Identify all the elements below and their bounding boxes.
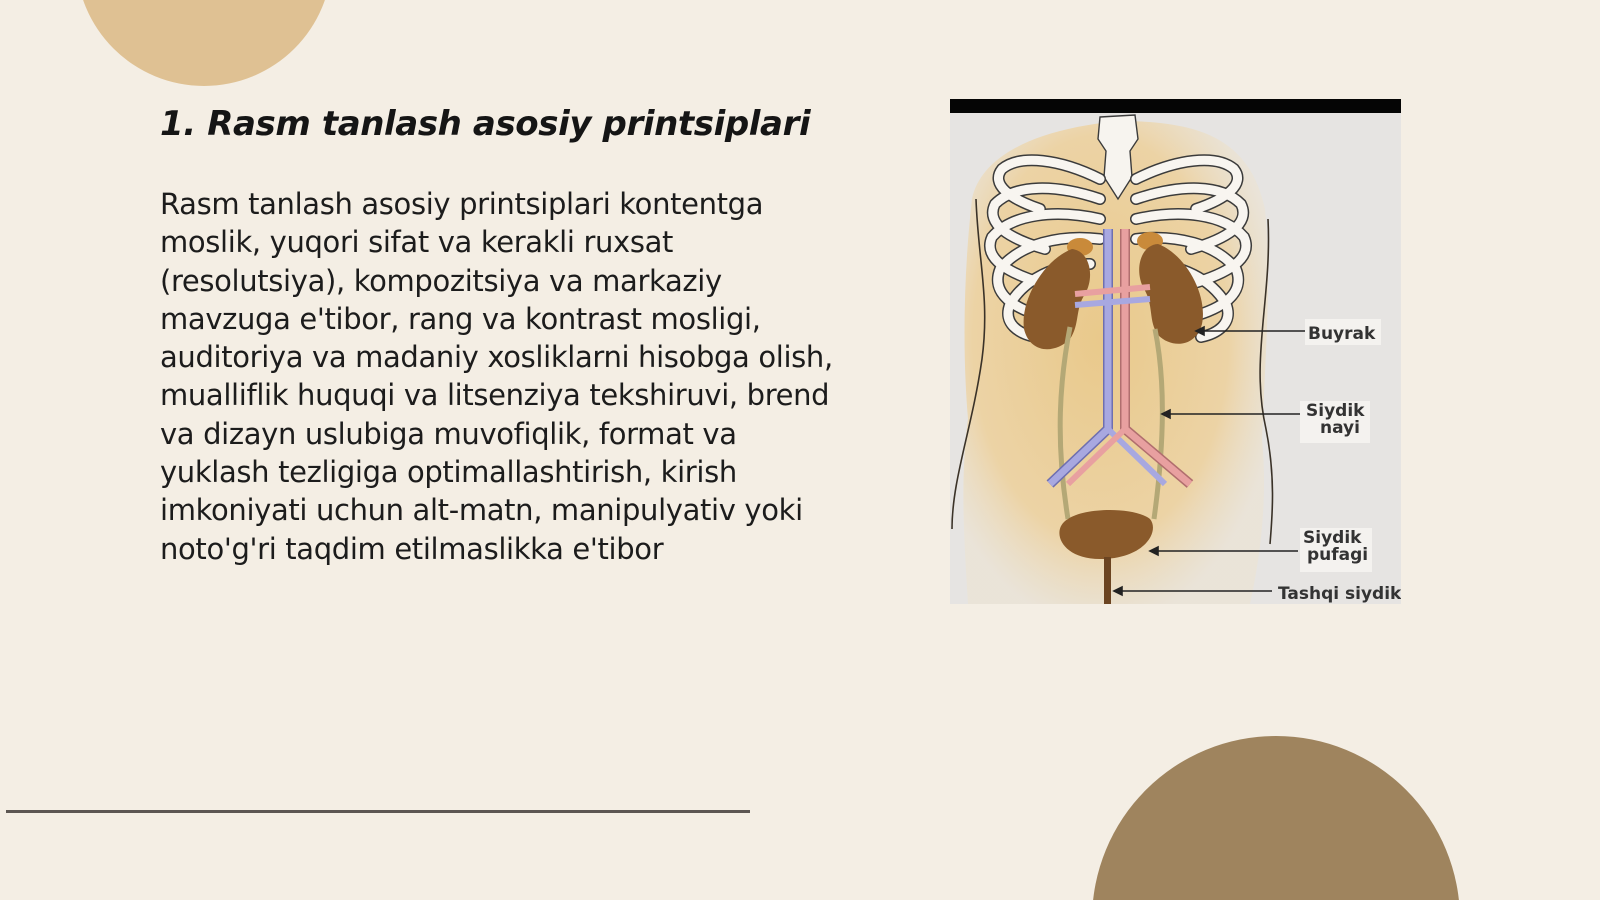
slide-body-text: Rasm tanlash asosiy printsiplari kontentga moslik, yuqori sifat va kerakli ruxsat (resolutsiya), kompozitsiya va markaziy mavzuga e'tibor, rang va kontrast mosligi, auditoriya va madaniy xosliklarni hisobga olish, mualliflik huquqi va litsenziya tekshiruvi, brend va dizayn uslubiga muvofiqlik, format va yuklash tezligiga optimallashtirish, kirish imkoniyati uchun alt-matn, manipulyativ yoki noto'g'ri taqdim etilmaslikka e'tibor — [160, 187, 833, 566]
divider-line — [6, 810, 750, 813]
label-bladder-line1: Siydik — [1303, 528, 1362, 548]
label-urethra: Tashqi siydik — [1278, 584, 1401, 604]
urinary-system-illustration — [950, 99, 1401, 604]
label-bladder-line2: pufagi — [1307, 545, 1369, 565]
urethra — [1104, 557, 1111, 604]
label-ureter-line2: nayi — [1320, 418, 1360, 438]
decorative-circle-bottom — [1092, 736, 1460, 900]
figure-top-band — [950, 99, 1401, 113]
slide-title: 1. Rasm tanlash asosiy printsiplari — [160, 104, 811, 144]
label-ureter-line1: Siydik — [1306, 401, 1365, 421]
label-kidney: Buyrak — [1308, 324, 1376, 344]
decorative-circle-top — [76, 0, 332, 86]
urinary-system-diagram — [950, 99, 1401, 604]
